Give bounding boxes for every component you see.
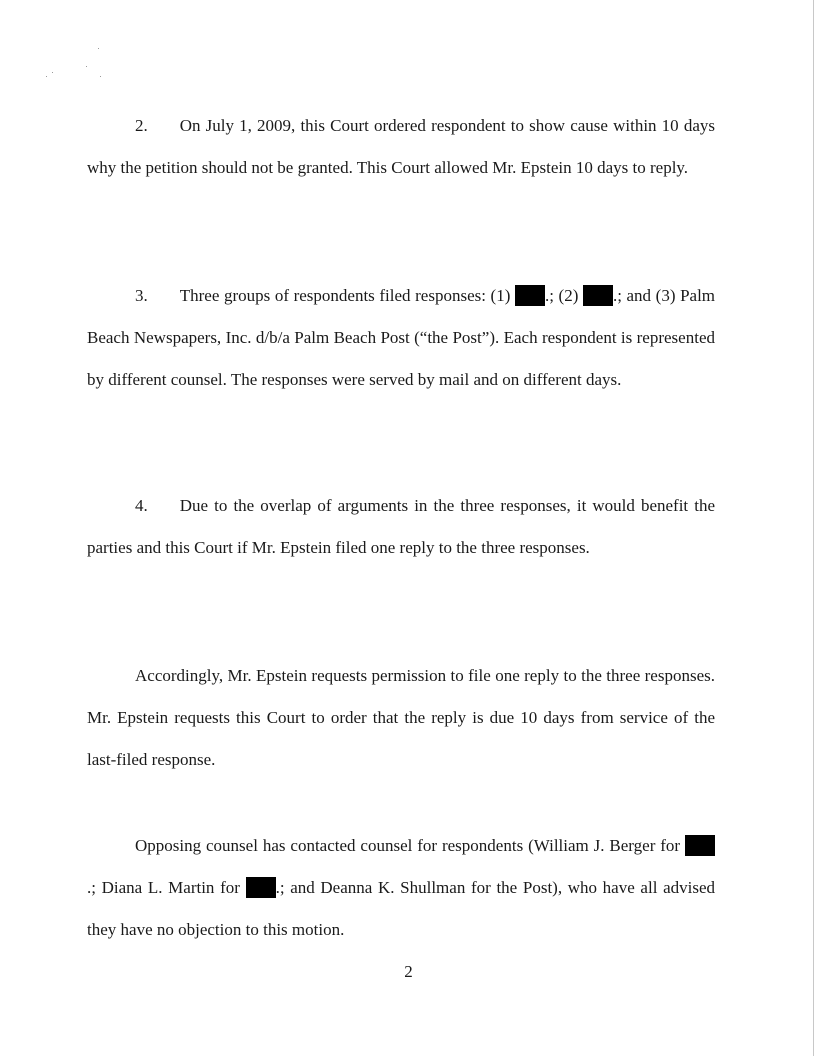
paragraph-number: 2.	[135, 116, 148, 135]
redaction-box	[583, 285, 613, 306]
paragraph-text: Opposing counsel has contacted counsel for respondents (William J. Berger for	[135, 836, 685, 855]
paragraph-4	[87, 485, 715, 569]
paragraph-accordingly	[87, 655, 715, 781]
scan-speck	[46, 76, 47, 77]
paragraph-opposing-counsel	[87, 825, 715, 951]
paragraph-text: .; and (3) Palm Beach Newspapers, Inc. d/b/a Palm Beach Post (“the Post”). Each respondent is represented by different counsel. The responses were served by mail and on different days.	[87, 286, 716, 389]
paragraph-text: .; (2)	[544, 286, 583, 305]
paragraph-text: Due to the overlap of arguments in the three responses, it would benefit the parties and this Court if Mr. Epstein filed one reply to the three responses.	[87, 496, 715, 557]
paragraph-3	[87, 275, 715, 401]
paragraph-text: Accordingly, Mr. Epstein requests permission to file one reply to the three responses. Mr. Epstein requests this Court to order that the reply is due 10 days from service of the last-filed response.	[87, 666, 715, 769]
redaction-box	[685, 835, 715, 856]
page-number: 2	[404, 962, 413, 981]
paragraph-text: Three groups of respondents filed responses: (1)	[179, 286, 515, 305]
redaction-box	[515, 285, 545, 306]
paragraph-text: .; and Deanna K. Shullman for the Post), who have all advised they have no objection to this motion.	[87, 878, 715, 939]
redaction-box	[246, 877, 276, 898]
scan-speck	[52, 72, 53, 73]
paragraph-2	[87, 105, 715, 189]
scan-speck	[100, 76, 101, 77]
paragraph-number: 4.	[135, 496, 148, 515]
paragraph-text: .; Diana L. Martin for	[87, 878, 246, 897]
paragraph-number: 3.	[135, 286, 148, 305]
page-edge-line	[813, 0, 814, 1056]
paragraph-text: On July 1, 2009, this Court ordered respondent to show cause within 10 days why the petition should not be granted. This Court allowed Mr. Epstein 10 days to reply.	[87, 116, 715, 177]
scan-speck	[98, 48, 99, 49]
scan-speck	[86, 66, 87, 67]
